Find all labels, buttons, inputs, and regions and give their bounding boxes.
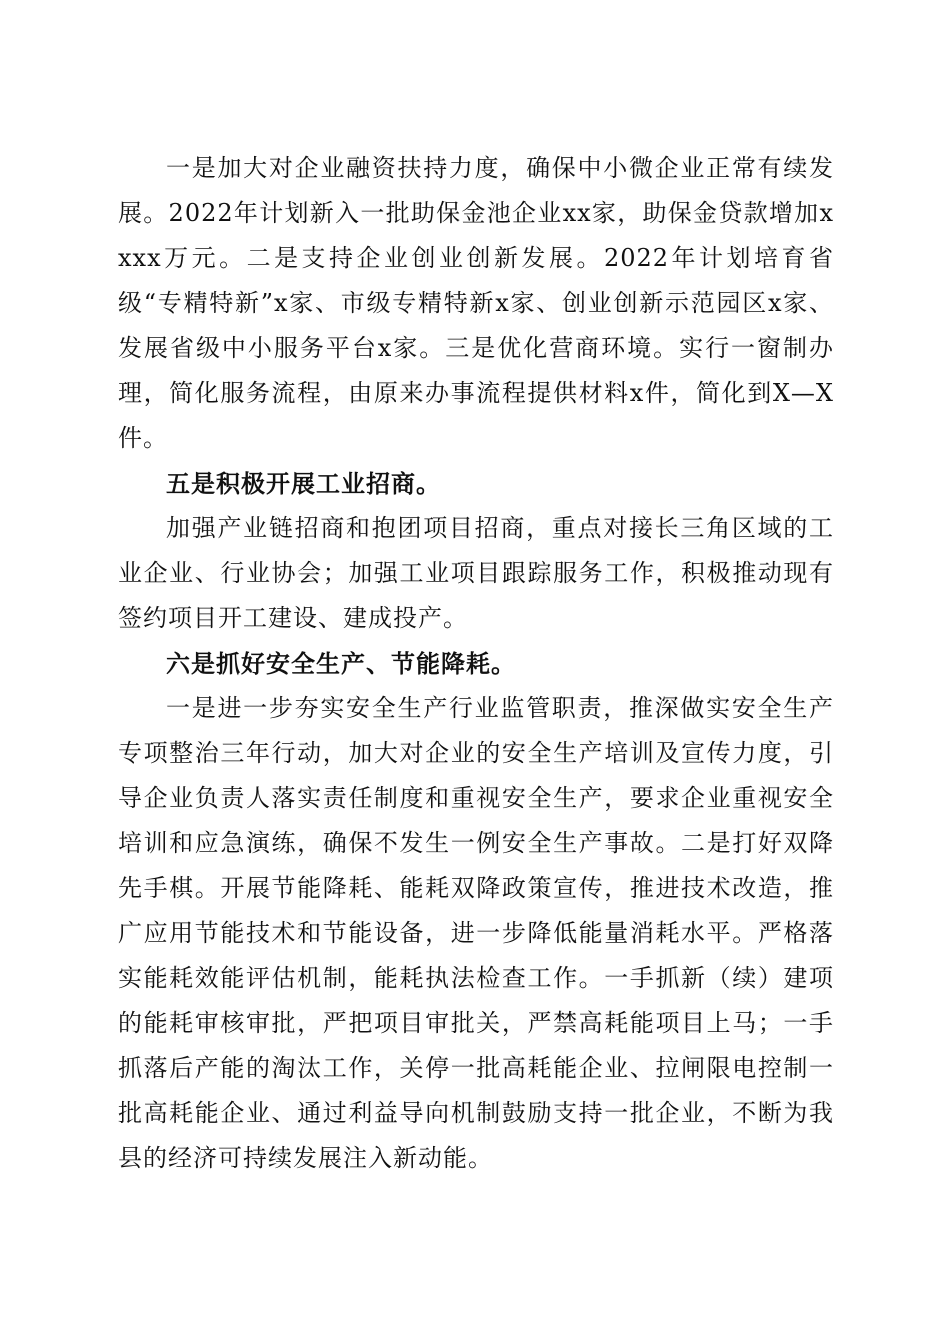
heading-safety-energy: 六是抓好安全生产、节能降耗。 — [166, 649, 516, 678]
paragraph-safety-energy: 一是进一步夯实安全生产行业监管职责，推深做实安全生产专项整治三年行动，加大对企业的安全生产培训及宣传力度，引导企业负责人落实责任制度和重视安全生产，要求企业重视安全培训和应急演练，确保不发生一例安全生产事故。二是打好双降先手棋。开展节能降耗、能耗双降政策宣传，推进技术改造，推广应用节能技术和节能设备，进一步降低能量消耗水平。严格落实能耗效能评估机制，能耗执法检查工作。一手抓新（续）建项的能耗审核审批，严把项目审批关，严禁高耗能项目上马；一手抓落后产能的淘汰工作，关停一批高耗能企业、拉闸限电控制一批高耗能企业、通过利益导向机制鼓励支持一批企业，不断为我县的经济可持续发展注入新动能。 — [118, 694, 834, 1172]
paragraph-industrial-investment: 加强产业链招商和抱团项目招商，重点对接长三角区域的工业企业、行业协会；加强工业项目跟踪服务工作，积极推动现有签约项目开工建设、建成投产。 — [118, 514, 834, 632]
document-page — [118, 146, 834, 1181]
heading-industrial-investment: 五是积极开展工业招商。 — [166, 469, 441, 498]
paragraph-financing-support: 一是加大对企业融资扶持力度，确保中小微企业正常有续发展。2022年计划新入一批助保金池企业xx家，助保金贷款增加xxxx万元。二是支持企业创业创新发展。2022年计划培育省级“专精特新”x家、市级专精特新x家、创业创新示范园区x家、发展省级中小服务平台x家。三是优化营商环境。实行一窗制办理，简化服务流程，由原来办事流程提供材料x件，简化到X—X件。 — [118, 154, 834, 452]
